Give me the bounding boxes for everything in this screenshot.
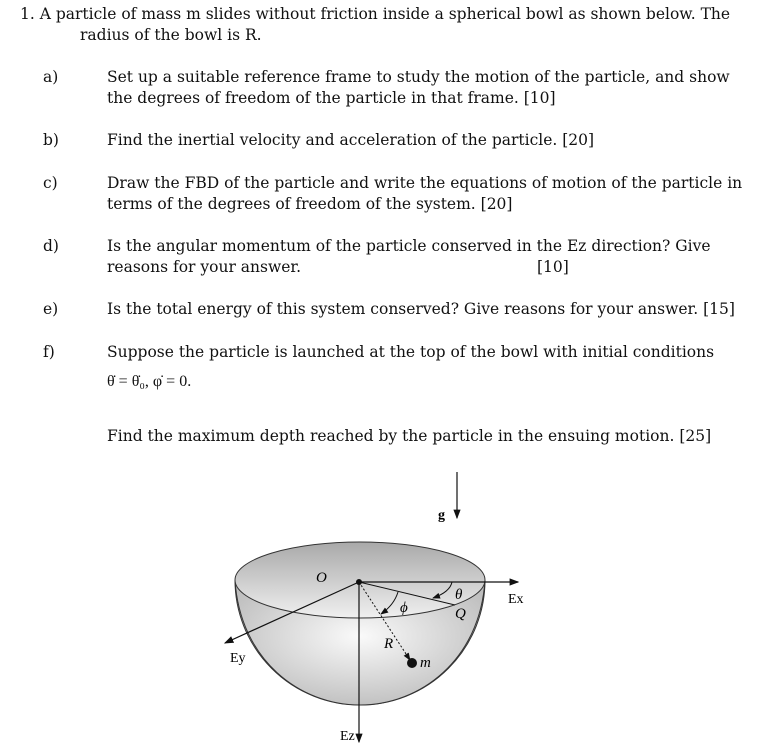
part-b-label: b)	[43, 131, 59, 149]
label-g: g	[438, 508, 445, 523]
label-ex: Ex	[508, 592, 524, 607]
label-r: R	[384, 636, 394, 652]
question-line-1: 1. A particle of mass m slides without friction inside a spherical bowl as shown below. The	[20, 5, 731, 23]
part-a-text-1: Set up a suitable reference frame to study the motion of the particle, and show	[107, 68, 730, 86]
part-f-text: Suppose the particle is launched at the top of the bowl with initial conditions	[107, 343, 715, 361]
part-e-text: Is the total energy of this system conserved? Give reasons for your answer. [15]	[107, 300, 735, 318]
part-c-text-2: terms of the degrees of freedom of the system. [20]	[107, 195, 513, 213]
part-b-text: Find the inertial velocity and acceleration of the particle. [20]	[107, 131, 595, 149]
label-ey: Ey	[230, 651, 246, 666]
part-e-label: e)	[43, 300, 59, 318]
question-line-2: radius of the bowl is R.	[80, 26, 262, 44]
particle-mass	[407, 658, 417, 668]
part-d-label: d)	[43, 237, 59, 255]
part-a-label: a)	[43, 68, 59, 86]
part-f-final: Find the maximum depth reached by the particle in the ensuing motion. [25]	[107, 427, 712, 445]
label-o: O	[316, 570, 327, 586]
part-c-label: c)	[43, 174, 58, 192]
part-a-text-2: the degrees of freedom of the particle in that frame. [10]	[107, 89, 556, 107]
label-ez: Ez	[340, 729, 355, 744]
part-c-text-1: Draw the FBD of the particle and write the equations of motion of the particle in	[107, 174, 743, 192]
label-q: Q	[455, 606, 466, 622]
label-m: m	[420, 655, 431, 671]
label-phi: ϕ	[400, 600, 408, 616]
origin-point	[356, 579, 362, 585]
part-d-points: [10]	[537, 258, 569, 276]
label-theta: θ	[455, 587, 463, 603]
part-f-equation: θ̇ = θ̇₀, φ̇ = 0.	[107, 373, 192, 390]
part-d-text-1: Is the angular momentum of the particle conserved in the Ez direction? Give	[107, 237, 711, 255]
part-d-text-2: reasons for your answer.	[107, 258, 302, 276]
part-f-label: f)	[43, 343, 55, 361]
